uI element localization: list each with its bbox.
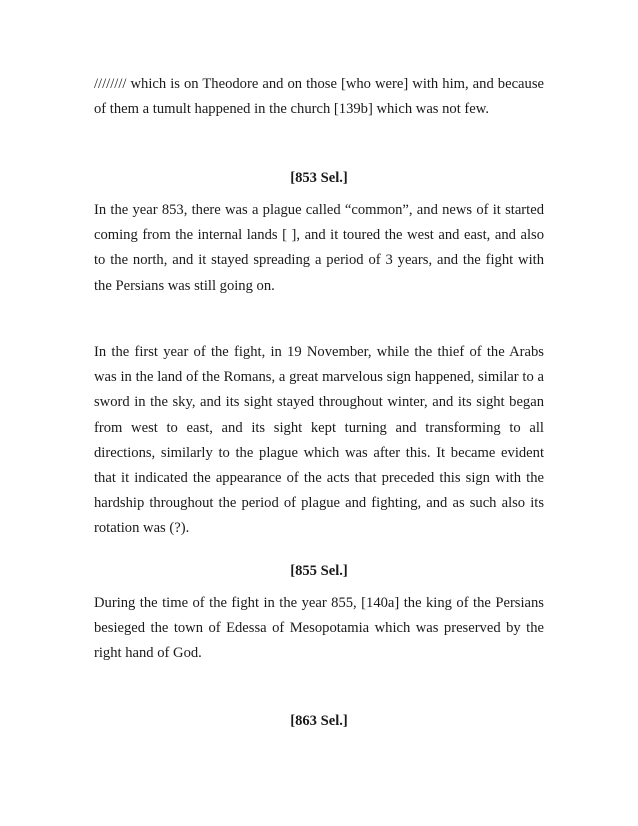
paragraph-edessa-siege: During the time of the fight in the year 855, [140a] the king of the Persians besieged the town of Edessa of Mesopotamia which was preserved by the right hand of God. — [94, 595, 544, 662]
paragraph-sword-sign: In the first year of the fight, in 19 November, while the thief of the Arabs was in the land of the Romans, a great marvelous sign happened, similar to a sword in the sky, and its sight stayed throughout winter, and its sight began from west to east, and its sight kept turning and transforming to all directions, similarly to the plague which was after this. It became evident that it indicated the appearance of the acts that preceded this sign with the hardship throughout the period of plague and fighting, and as such also its rotation was (?). — [94, 344, 544, 537]
section-heading-863: [863 Sel.] — [290, 713, 348, 729]
section-heading-855: [855 Sel.] — [290, 563, 348, 579]
paragraph-plague-853: In the year 853, there was a plague called “common”, and news of it started coming from the internal lands [ ], and it toured the west and east, and also to the north, and it stayed spreading a period of 3 years, and the fight with the Persians was still going on. — [94, 202, 544, 294]
section-heading-853: [853 Sel.] — [290, 170, 348, 186]
paragraph-theodore-tumult: //////// which is on Theodore and on those [who were] with him, and because of them a tumult happened in the church [139b] which was not few. — [94, 76, 544, 118]
